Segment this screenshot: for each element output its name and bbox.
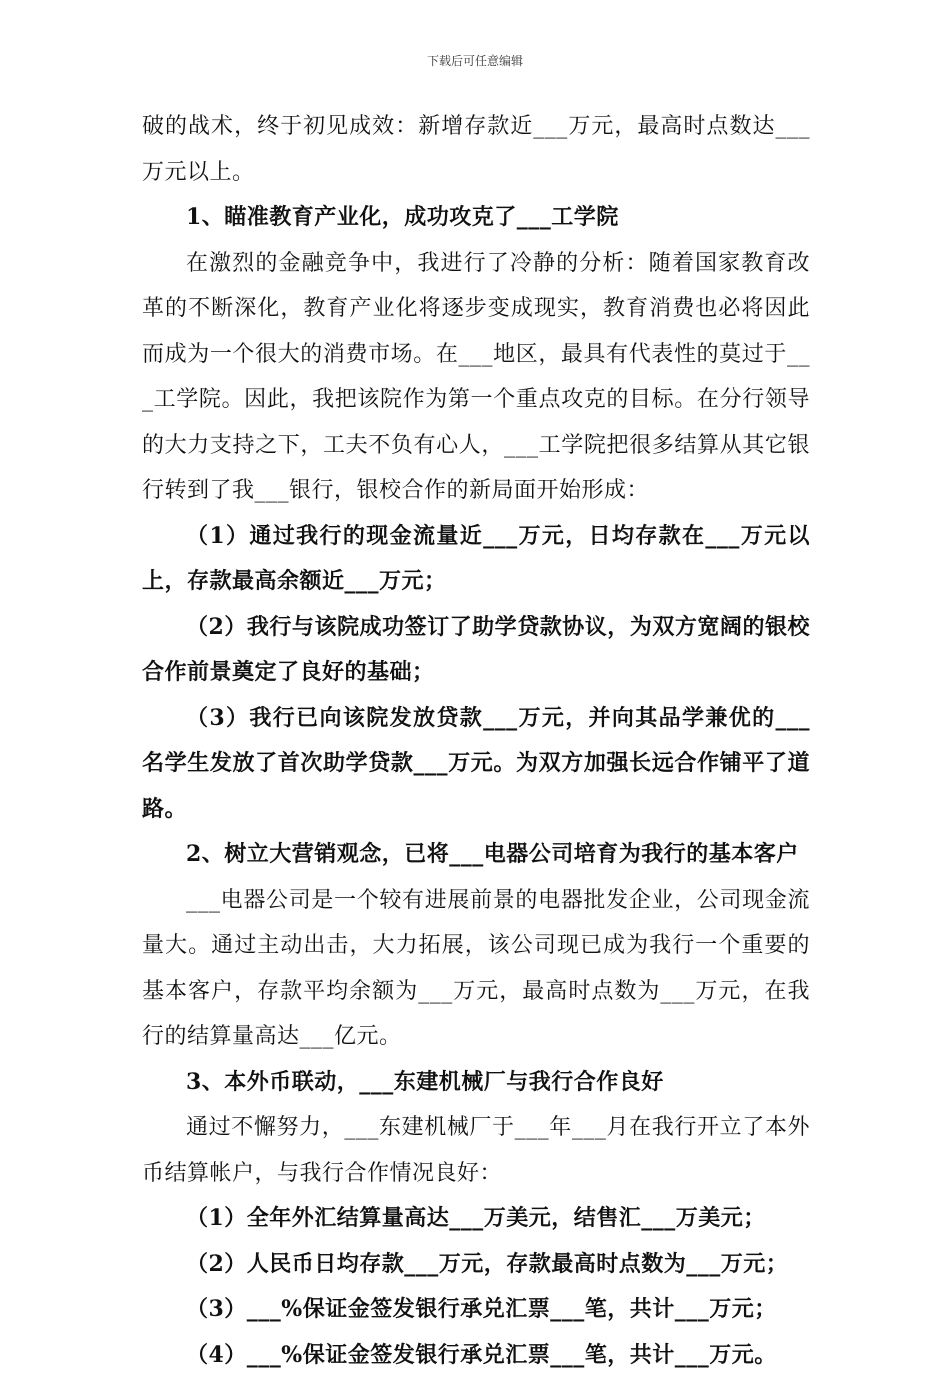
section-heading-1: 1、瞄准教育产业化，成功攻克了___工学院 [142, 195, 810, 241]
paragraph-electric-company: ___电器公司是一个较有进展前景的电器批发企业，公司现金流量大。通过主动出击，大力拓展，该公司现已成为我行一个重要的基本客户，存款平均余额为___万元，最高时点数为___万元，在我行的结算量高达___亿元。 [142, 878, 810, 1060]
paragraph-education: 在激烈的金融竞争中，我进行了冷静的分析：随着国家教育改革的不断深化，教育产业化将逐步变成现实，教育消费也必将因此而成为一个很大的消费市场。在___地区，最具有代表性的莫过于___工学院。因此，我把该院作为第一个重点攻克的目标。在分行领导的大力支持之下，工夫不负有心人，___工学院把很多结算从其它银行转到了我___银行，银校合作的新局面开始形成： [142, 241, 810, 514]
list-item-1-3: （3）我行已向该院发放贷款___万元，并向其品学兼优的___名学生发放了首次助学贷款___万元。为双方加强长远合作铺平了道路。 [142, 696, 810, 833]
document-body [142, 104, 810, 1378]
list-item-3-4: （4）___%保证金签发银行承兑汇票___笔，共计___万元。 [142, 1333, 810, 1378]
section-heading-3: 3、本外币联动，___东建机械厂与我行合作良好 [142, 1060, 810, 1106]
list-item-3-1: （1）全年外汇结算量高达___万美元，结售汇___万美元； [142, 1196, 810, 1242]
list-item-1-2: （2）我行与该院成功签订了助学贷款协议，为双方宽阔的银校合作前景奠定了良好的基础； [142, 605, 810, 696]
list-item-3-2: （2）人民币日均存款___万元，存款最高时点数为___万元； [142, 1242, 810, 1288]
section-heading-2: 2、树立大营销观念，已将___电器公司培育为我行的基本客户 [142, 832, 810, 878]
paragraph-machinery-factory: 通过不懈努力，___东建机械厂于___年___月在我行开立了本外币结算帐户，与我行合作情况良好： [142, 1105, 810, 1196]
page-header: 下载后可任意编辑 [0, 52, 950, 69]
paragraph-continuation: 破的战术，终于初见成效：新增存款近___万元，最高时点数达___万元以上。 [142, 104, 810, 195]
list-item-3-3: （3）___%保证金签发银行承兑汇票___笔，共计___万元； [142, 1287, 810, 1333]
list-item-1-1: （1）通过我行的现金流量近___万元，日均存款在___万元以上，存款最高余额近___万元； [142, 514, 810, 605]
